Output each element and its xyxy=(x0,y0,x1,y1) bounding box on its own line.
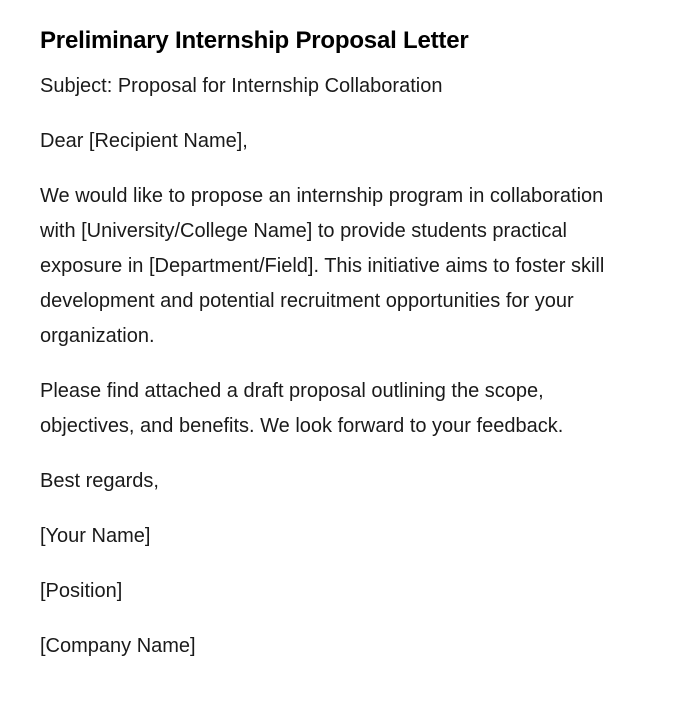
signature-company: [Company Name] xyxy=(40,635,196,657)
body-paragraph-2: Please find attached a draft proposal outlining the scope, objectives, and benefits. We look forward to your feedback. xyxy=(40,380,564,437)
closing: Best regards, xyxy=(40,470,159,492)
document-title: Preliminary Internship Proposal Letter xyxy=(40,27,469,54)
letter-document xyxy=(40,24,640,664)
greeting: Dear [Recipient Name], xyxy=(40,130,248,152)
body-paragraph-1: We would like to propose an internship program in collaboration with [University/College Name] to provide students practical exposure in [Department/Field]. This initiative aims to foster skill development and potential recruitment opportunities for your organization. xyxy=(40,185,605,347)
signature-name: [Your Name] xyxy=(40,525,151,547)
subject-line: Subject: Proposal for Internship Collaboration xyxy=(40,75,443,97)
signature-position: [Position] xyxy=(40,580,123,602)
